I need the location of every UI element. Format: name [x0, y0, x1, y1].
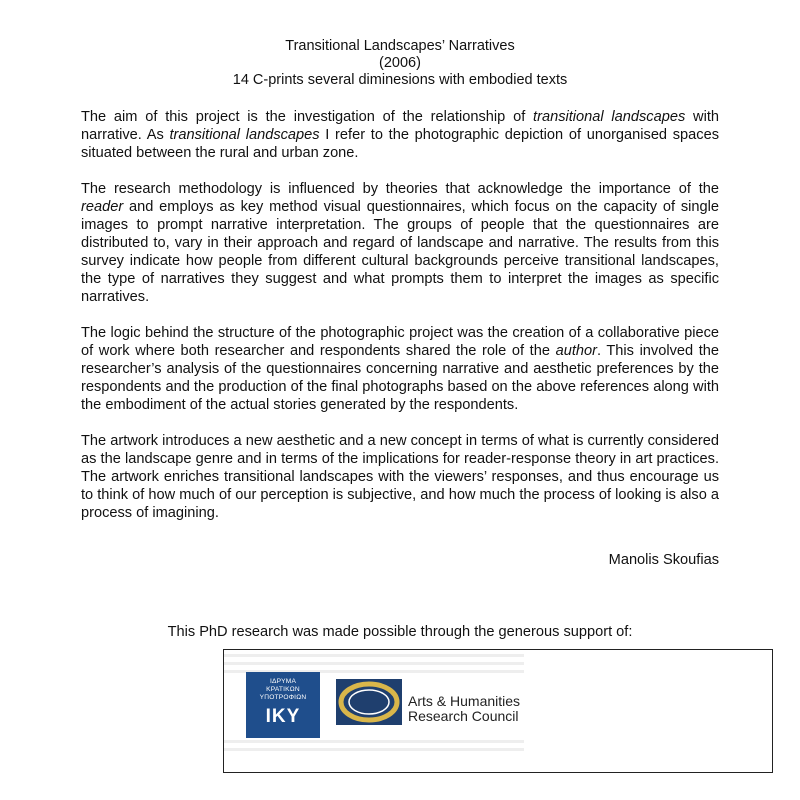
- italic-term: author: [555, 343, 597, 359]
- text-segment: The aim of this project is the investigation of the relationship of: [81, 109, 534, 125]
- text-segment: The artwork introduces a new aesthetic and a new concept in terms of what is currently considered as the landscape genre and in terms of the implications for reader-response theory in art practices. The artwork enriches transitional landscapes with the viewers’ responses, and thus encourage us to think of how much of our perception is subjective, and how much the process of looking is also a process of imagining.: [81, 433, 719, 521]
- sponsor-logos-box: [223, 649, 773, 773]
- text-segment: The research methodology is influenced by theories that acknowledge the importance of the: [81, 181, 719, 197]
- paragraph: [81, 324, 719, 414]
- text-segment: . This involved the researcher’s analysis of the questionnaires concerning narrative and aesthetic preferences by the respondents and the production of the final photographs based on the above references along with the embodiment of the actual stories generated by the respondents.: [81, 343, 720, 413]
- document-year: (2006): [379, 55, 421, 71]
- iky-line1: ΙΔΡΥΜΑ: [269, 678, 297, 685]
- iky-line3: ΥΠΟΤΡΟΦΙΩΝ: [259, 694, 307, 701]
- support-statement: This PhD research was made possible through the generous support of:: [167, 624, 633, 640]
- iky-abbr: IKY: [265, 706, 301, 727]
- text-segment: I refer to the photographic depiction of unorganised spaces situated between the rural and urban zone.: [81, 127, 719, 161]
- iky-logo: [246, 672, 320, 738]
- italic-term: transitional landscapes: [169, 127, 320, 143]
- text-segment: and employs as key method visual questionnaires, which focus on the capacity of single images to prompt narrative interpretation. The groups of people that the questionnaires are distributed to, vary in their approach and regard of landscape and narrative. The results from this survey indicate how people from different cultural backgrounds perceive transitional landscapes, the type of narratives they suggest and what prompts them to interpret the images as specific narratives.: [81, 199, 719, 305]
- document-header: [0, 38, 800, 89]
- document-subtitle: 14 C-prints several diminesions with embodied texts: [232, 72, 568, 88]
- author-signature: Manolis Skoufias: [608, 552, 719, 568]
- document-title: Transitional Landscapes’ Narratives: [285, 38, 515, 54]
- body-text: [81, 108, 719, 540]
- paragraph: [81, 432, 719, 522]
- text-segment: with narrative. As: [81, 109, 719, 143]
- ahrc-line2: Research Council: [408, 708, 519, 724]
- italic-term: reader: [81, 199, 124, 215]
- text-segment: The logic behind the structure of the photographic project was the creation of a collaborative piece of work where both researcher and respondents shared the role of the: [81, 325, 719, 359]
- paragraph: [81, 180, 719, 306]
- paragraph: [81, 108, 719, 162]
- italic-term: transitional landscapes: [533, 109, 686, 125]
- iky-line2: ΚΡΑΤΙΚΩΝ: [266, 686, 300, 693]
- ahrc-line1: Arts & Humanities: [408, 693, 521, 709]
- ahrc-logo-text: [408, 694, 520, 724]
- ahrc-emblem-icon: [336, 679, 402, 725]
